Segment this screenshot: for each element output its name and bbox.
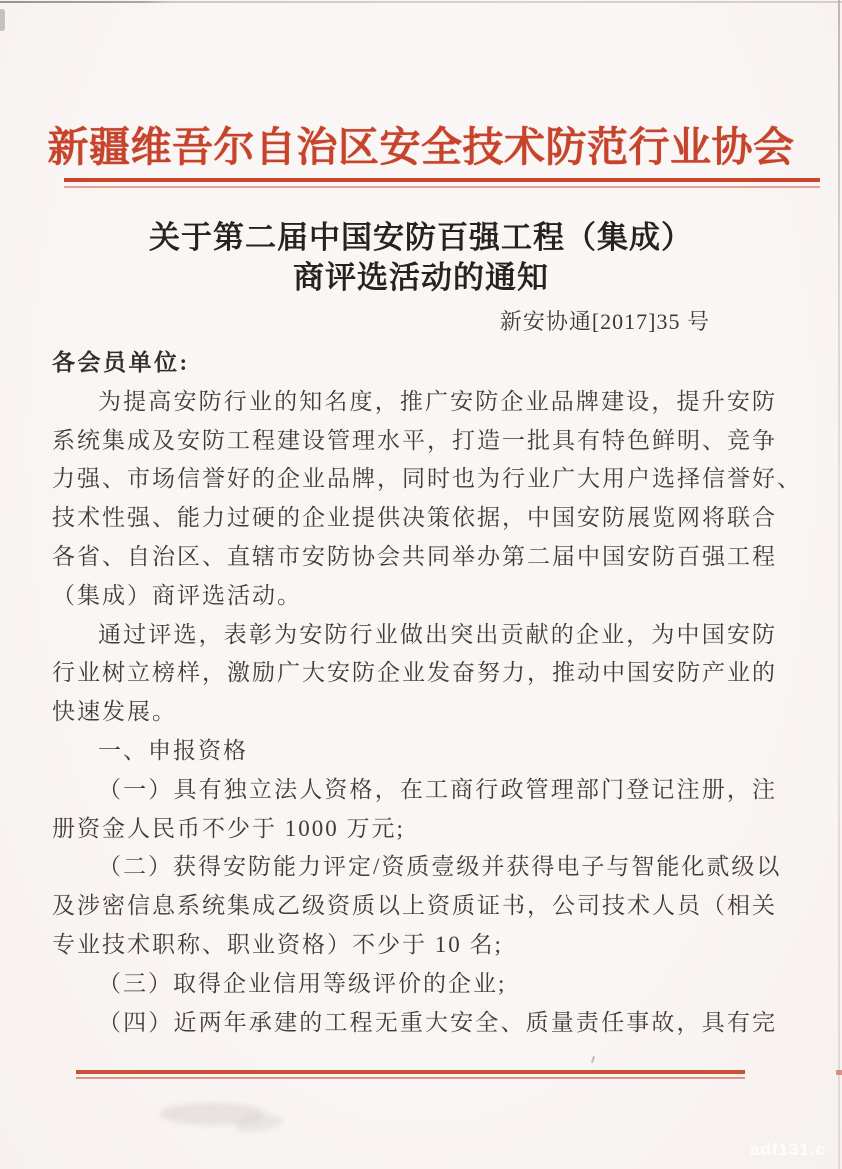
section-heading: 一、申报资格 xyxy=(98,737,248,763)
body-line-16: （三）取得企业信用等级评价的企业; xyxy=(98,970,507,996)
footer-rule-thin xyxy=(76,1077,745,1079)
body-line-4: 技术性强、能力过硬的企业提供决策依据，中国安防展览网将联合 xyxy=(52,505,777,531)
body-line-14: 及涉密信息系统集成乙级资质以上资质证书，公司技术人员（相关 xyxy=(52,893,777,919)
body-line-13: （二）获得安防能力评定/资质壹级并获得电子与智能化贰级以 xyxy=(98,854,782,880)
body-line-15: 专业技术职称、职业资格）不少于 10 名; xyxy=(52,931,503,957)
document-number: 新安协通[2017]35 号 xyxy=(499,309,710,334)
body-line-6: （集成）商评选活动。 xyxy=(52,582,302,608)
body-line-1: 为提高安防行业的知名度，推广安防企业品牌建设，提升安防 xyxy=(98,388,777,414)
body-line-2: 系统集成及安防工程建设管理水平，打造一批具有特色鲜明、竞争 xyxy=(52,427,777,453)
document-title-line2: 商评选活动的通知 xyxy=(293,260,549,295)
body-line-3: 力强、市场信誉好的企业品牌，同时也为行业广大用户选择信誉好、 xyxy=(52,466,802,492)
scan-corner-mark xyxy=(0,9,5,31)
body-line-9: 快速发展。 xyxy=(52,699,177,725)
watermark: adf131.c xyxy=(750,1140,827,1159)
footer-rule-edge-mark xyxy=(836,1070,842,1075)
body-line-7: 通过评选，表彰为安防行业做出突出贡献的企业，为中国安防 xyxy=(98,621,777,647)
pen-mark xyxy=(591,1056,595,1063)
document-body xyxy=(52,344,802,1042)
document-title xyxy=(0,218,842,298)
footer-rule-thick xyxy=(76,1070,745,1074)
body-line-12: 册资金人民币不少于 1000 万元; xyxy=(52,815,405,841)
salutation: 各会员单位: xyxy=(52,350,190,375)
letterhead-rule-thick xyxy=(64,178,820,182)
body-line-8: 行业树立榜样，激励广大安防企业发奋努力，推动中国安防产业的 xyxy=(52,660,777,686)
body-line-11: （一）具有独立法人资格，在工商行政管理部门登记注册，注 xyxy=(98,776,777,802)
letterhead-org-name: 新疆维吾尔自治区安全技术防范行业协会 xyxy=(47,124,795,170)
scan-edge-top xyxy=(0,1,842,3)
document-title-line1: 关于第二届中国安防百强工程（集成） xyxy=(149,220,693,255)
body-line-5: 各省、自治区、直辖市安防协会共同举办第二届中国安防百强工程 xyxy=(52,543,777,569)
body-line-17: （四）近两年承建的工程无重大安全、质量责任事故，具有完 xyxy=(98,1009,777,1035)
letterhead-rule-thin xyxy=(64,186,820,188)
